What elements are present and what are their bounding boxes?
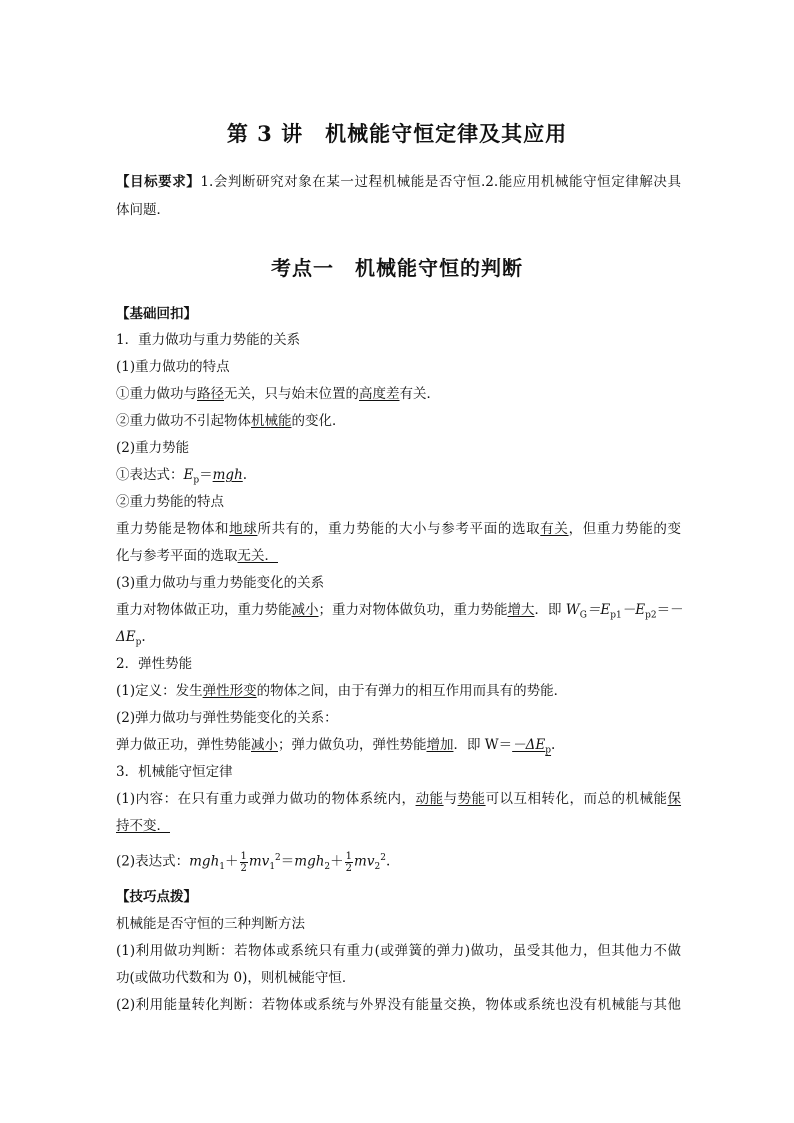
section-title: 考点一 机械能守恒的判断 [271,256,523,280]
tips-method-1-line-1: (1)利用做功判断：若物体或系统只有重力(或弹簧的弹力)做功，虽受其他力，但其他力不做 [116,943,681,959]
tips-intro: 机械能是否守恒的三种判断方法 [116,916,305,932]
tips-heading: 【技巧点拨】 [116,889,197,905]
goal-line-1 [116,173,681,191]
gravity-work-point-2: ②重力做功不引起物体机械能的变化． [116,413,346,429]
elastic-relation: 弹力做正功，弹性势能减小；弹力做负功，弹性势能增加．即 $W=-\Delta E_p$. [116,737,556,756]
work-energy-line-2: $\Delta E_p$. [116,629,146,648]
heading-1-3: (3)重力做功与重力势能变化的关系 [116,575,325,591]
heading-1: 1．重力做功与重力势能的关系 [116,332,301,348]
basics-heading: 【基础回扣】 [116,306,197,322]
potential-feature-line-1: 重力势能是物体和地球所共有的，重力势能的大小与参考平面的选取有关，但重力势能的变 [116,521,682,537]
goal-text-1: 1.会判断研究对象在某一过程机械能是否守恒.2.能应用机械能守恒定律解决具 [200,174,681,190]
page-title: 第 3 讲 机械能守恒定律及其应用 [226,121,568,146]
gravity-work-point-1: ①重力做功与路径无关，只与始末位置的高度差有关． [116,386,440,402]
elastic-relation-heading: (2)弹力做功与弹性势能变化的关系： [116,710,338,726]
conservation-content-line-2: 持不变． [116,818,170,834]
conservation-expression: (2)表达式：mgh$_1$＋ $\frac{1}{2}$ $mv_1^2=mgh_2+$ $\frac{1}{2}$ $mv_2^2$. [116,850,391,874]
heading-1-2: (2)重力势能 [116,440,190,456]
heading-3: 3．机械能守恒定律 [116,764,233,780]
elastic-definition: (1)定义：发生弹性形变的物体之间，由于有弹力的相互作用而具有的势能． [116,683,568,699]
fraction-half-2: $\frac{1}{2}$ [345,850,353,874]
potential-feature-heading: ②重力势能的特点 [116,494,224,510]
goal-line-2: 体问题． [116,202,170,218]
heading-1-1: (1)重力做功的特点 [116,359,230,375]
conservation-content-line-1: (1)内容：在只有重力或弹力做功的物体系统内，动能与势能可以互相转化，而总的机械能保 [116,791,682,807]
heading-2: 2．弹性势能 [116,656,193,672]
tips-method-1-line-2: 功(或做功代数和为 0)，则机械能守恒． [116,970,356,986]
potential-feature-line-2: 化与参考平面的选取无关． [116,548,278,564]
tips-method-2-line-1: (2)利用能量转化判断：若物体或系统与外界没有能量交换，物体或系统也没有机械能与其他 [116,997,681,1013]
fraction-half-1: $\frac{1}{2}$ [240,850,247,874]
potential-expression: ①表达式：$E_p=mgh$. [116,467,248,486]
work-energy-line-1: 重力对物体做正功，重力势能减小；重力对物体做负功，重力势能增大．即 $W_G=E_{p1}-E_{p2}=-$ [116,602,684,621]
goal-label: 【目标要求】 [116,174,201,190]
